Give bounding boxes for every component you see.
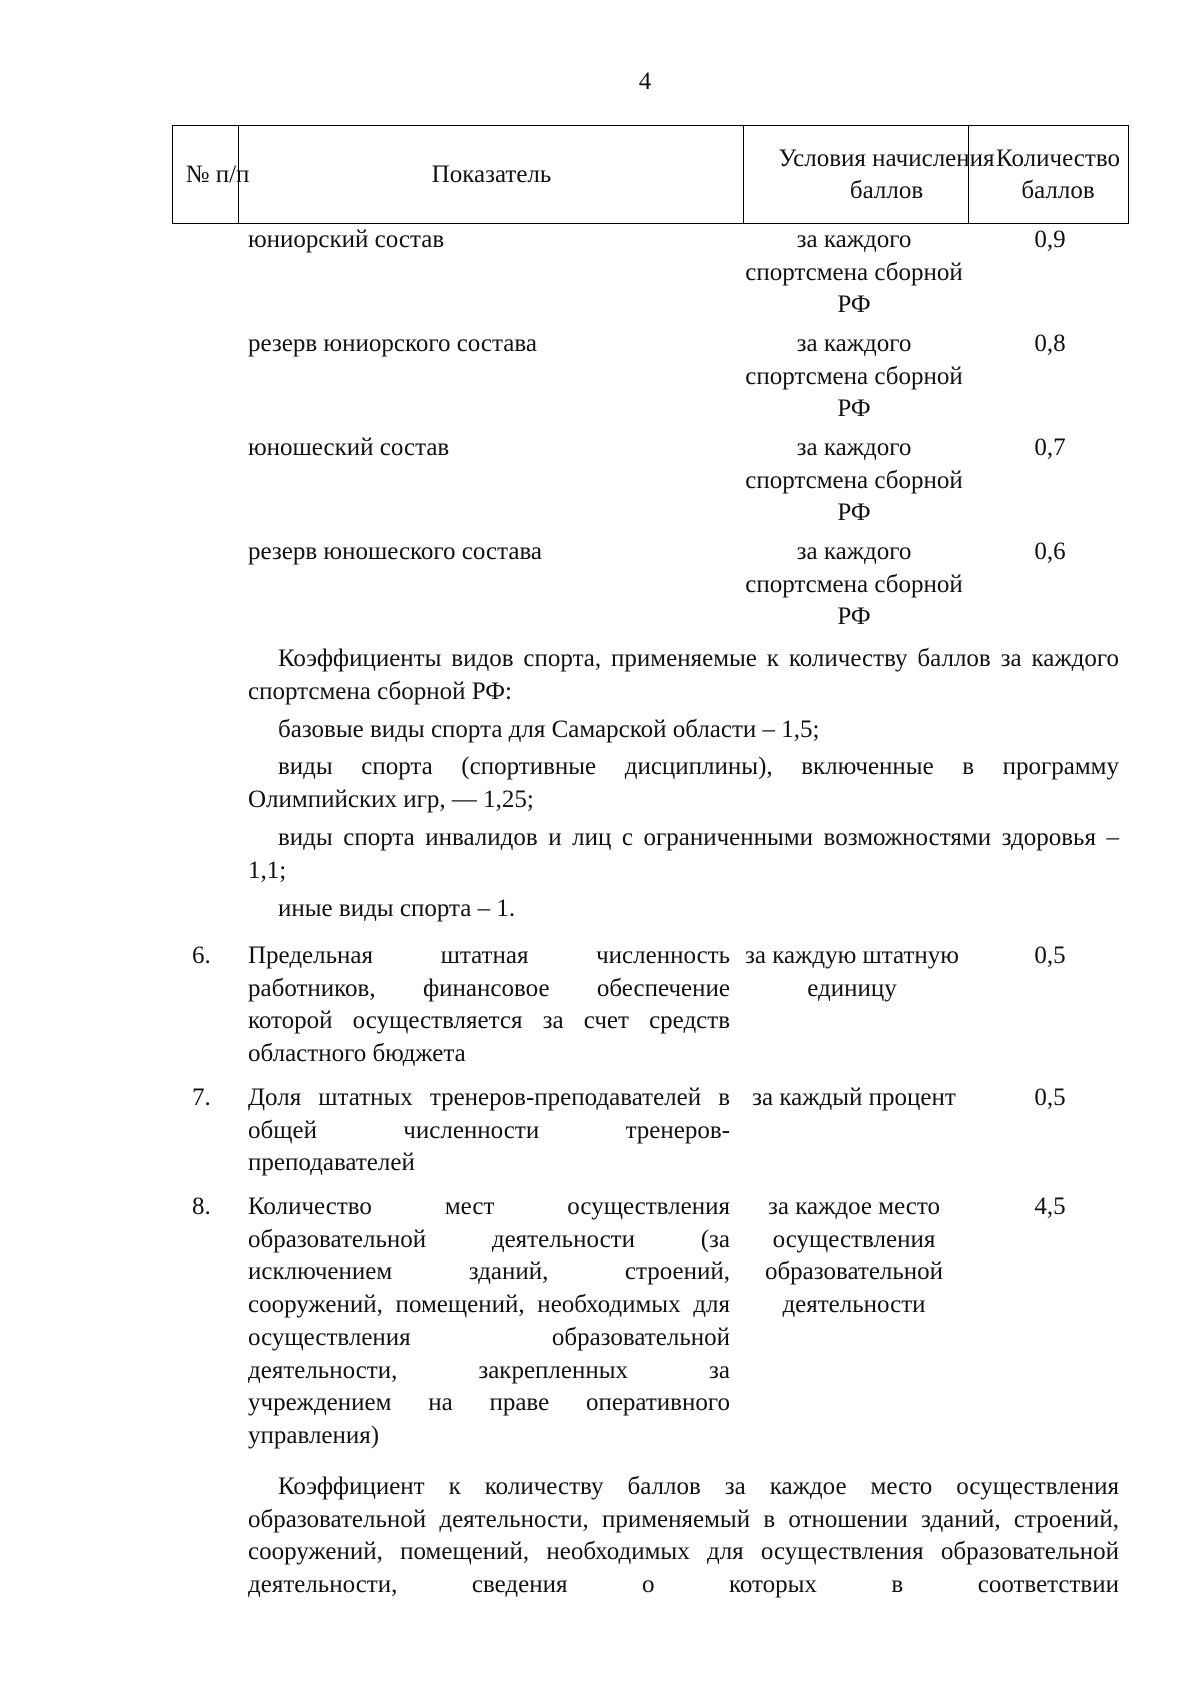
row-condition: за каждое место осуществления образовательной деятельности <box>764 1193 944 1319</box>
coefficient-item <box>248 893 1119 926</box>
coefficient-item <box>248 714 1119 747</box>
row-condition: за каждого спортсмена сборной РФ <box>745 434 963 527</box>
row-condition: за каждого спортсмена сборной РФ <box>745 226 963 319</box>
row-indicator: резерв юношеского состава <box>248 538 543 565</box>
row-points: 0,5 <box>1034 1084 1066 1111</box>
header-points: Количество баллов <box>968 126 1147 223</box>
coefficient-item <box>248 822 1119 887</box>
row-condition: за каждую штатную единицу <box>745 942 959 1002</box>
row-points: 0,8 <box>1034 330 1066 357</box>
header-num: № п/п <box>185 160 250 188</box>
final-paragraph <box>248 1471 1119 1602</box>
row-indicator: резерв юниорского состава <box>248 330 537 357</box>
row-number: 8. <box>192 1193 211 1220</box>
coefficient-item-text: виды спорта (спортивные дисциплины), включенные в программу Олимпийских игр, — 1,25; <box>248 753 1119 813</box>
header-conditions: Условия начисления баллов <box>743 126 1029 223</box>
row-indicator: Количество мест осуществления образовательной деятельности (за исключением зданий, строений, сооружений, помещений, необходимых для осуществления образовательной деятельности, закрепленных за учреждением на праве оперативного управления) <box>248 1193 730 1449</box>
coefficient-item-text: базовые виды спорта для Самарской области – 1,5; <box>278 716 820 743</box>
coefficients-intro-text: Коэффициенты видов спорта, применяемые к количеству баллов за каждого спортсмена сборной РФ: <box>248 645 1119 705</box>
row-indicator: Предельная штатная численность работников, финансовое обеспечение которой осуществляется за счет средств областного бюджета <box>248 942 730 1068</box>
row-points: 0,9 <box>1034 226 1066 253</box>
row-indicator: юниорский состав <box>248 226 445 253</box>
row-number: 7. <box>192 1084 211 1111</box>
row-indicator: Доля штатных тренеров-преподавателей в общей численности тренеров-преподавателей <box>248 1084 730 1177</box>
row-points: 0,7 <box>1034 434 1066 461</box>
row-points: 0,5 <box>1034 942 1066 969</box>
coefficient-item-text: иные виды спорта – 1. <box>278 895 516 922</box>
coefficient-item <box>248 751 1119 816</box>
page-number: 4 <box>638 68 652 95</box>
table-header <box>172 125 1129 224</box>
final-paragraph-text: Коэффициент к количеству баллов за каждое место осуществления образовательной деятельности, применяемый в отношении зданий, строений, сооружений, помещений, необходимых для осуществления образовательной деятельности, сведения о которых в соответствии <box>248 1473 1119 1599</box>
row-condition: за каждого спортсмена сборной РФ <box>745 538 963 631</box>
header-indicator: Показатель <box>238 126 744 223</box>
row-points: 0,6 <box>1034 538 1066 565</box>
row-indicator: юношеский состав <box>248 434 450 461</box>
row-number: 6. <box>192 942 211 969</box>
row-condition: за каждого спортсмена сборной РФ <box>745 330 963 423</box>
coefficient-item-text: виды спорта инвалидов и лиц с ограниченными возможностями здоровья – 1,1; <box>248 824 1119 884</box>
row-condition: за каждый процент <box>752 1084 956 1111</box>
row-points: 4,5 <box>1034 1193 1066 1220</box>
coefficients-intro <box>248 643 1119 708</box>
